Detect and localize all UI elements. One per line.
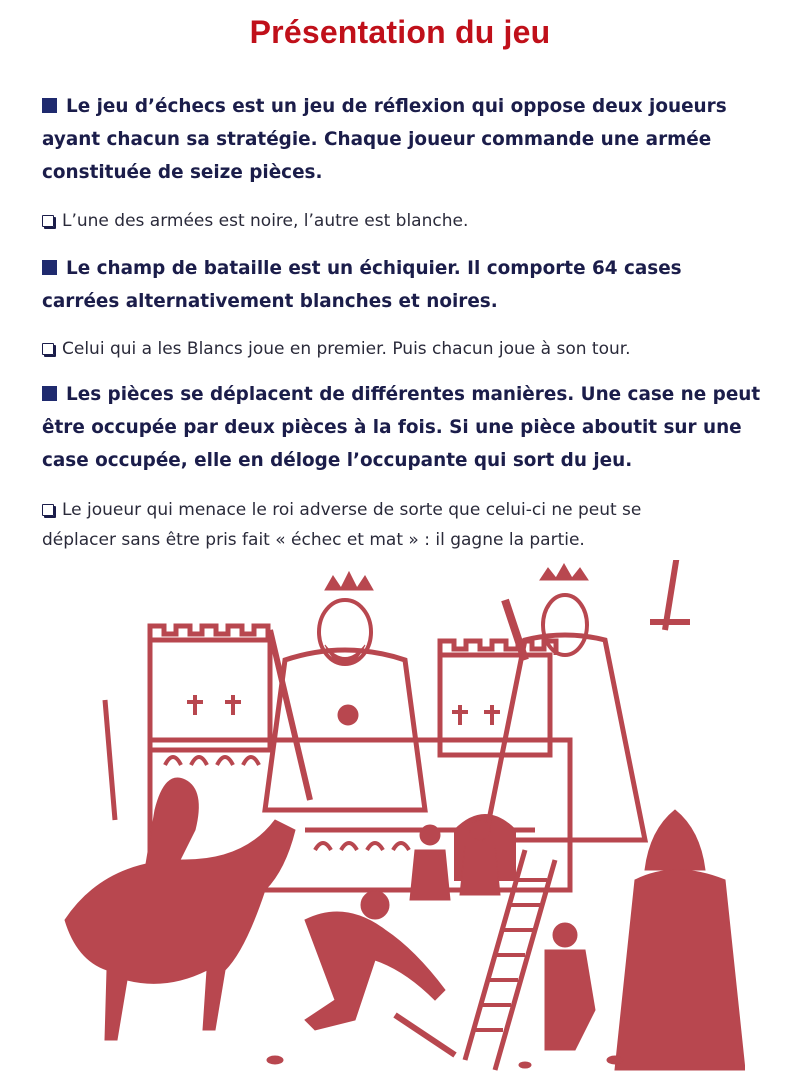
paragraph-light-3 <box>42 495 642 555</box>
ground-stones-icon <box>267 1056 623 1068</box>
paragraph-text: L’une des armées est noire, l’autre est blanche. <box>62 211 469 231</box>
paragraph-bold-1 <box>42 90 762 189</box>
paragraph-bold-3 <box>42 378 762 477</box>
bullet-checkbox-icon <box>42 504 54 516</box>
fallen-soldier-icon <box>305 891 455 1055</box>
king-icon <box>265 572 425 810</box>
bullet-square-icon <box>42 98 57 113</box>
medieval-castle-illustration <box>55 560 745 1080</box>
bullet-checkbox-icon <box>42 215 54 227</box>
bishop-icon <box>615 810 745 1070</box>
bullet-square-icon <box>42 260 57 275</box>
bullet-square-icon <box>42 386 57 401</box>
left-tower-icon <box>150 626 270 750</box>
climber-icon <box>545 923 595 1050</box>
bullet-checkbox-icon <box>42 343 54 355</box>
paragraph-text: Le champ de bataille est un échiquier. Il comporte 64 cases carrées alternativement blanches et noires. <box>42 258 682 312</box>
paragraph-bold-2 <box>42 252 762 318</box>
paragraph-light-2 <box>42 334 762 364</box>
page-title: Présentation du jeu <box>249 14 551 50</box>
queen-icon <box>485 560 690 840</box>
paragraph-text: Le joueur qui menace le roi adverse de sorte que celui-ci ne peut se déplacer sans être pris fait « échec et mat » : il gagne la partie. <box>42 500 642 550</box>
paragraph-light-1 <box>42 206 762 236</box>
paragraph-text: Le jeu d’échecs est un jeu de réflexion qui oppose deux joueurs ayant chacun sa stratégie. Chaque joueur commande une armée constituée de seize pièces. <box>42 96 727 183</box>
paragraph-text: Celui qui a les Blancs joue en premier. Puis chacun joue à son tour. <box>62 339 631 359</box>
paragraph-text: Les pièces se déplacent de différentes manières. Une case ne peut être occupée par deux pièces à la fois. Si une pièce aboutit sur une case occupée, elle en déloge l’occupante qui sort du jeu. <box>42 384 761 471</box>
